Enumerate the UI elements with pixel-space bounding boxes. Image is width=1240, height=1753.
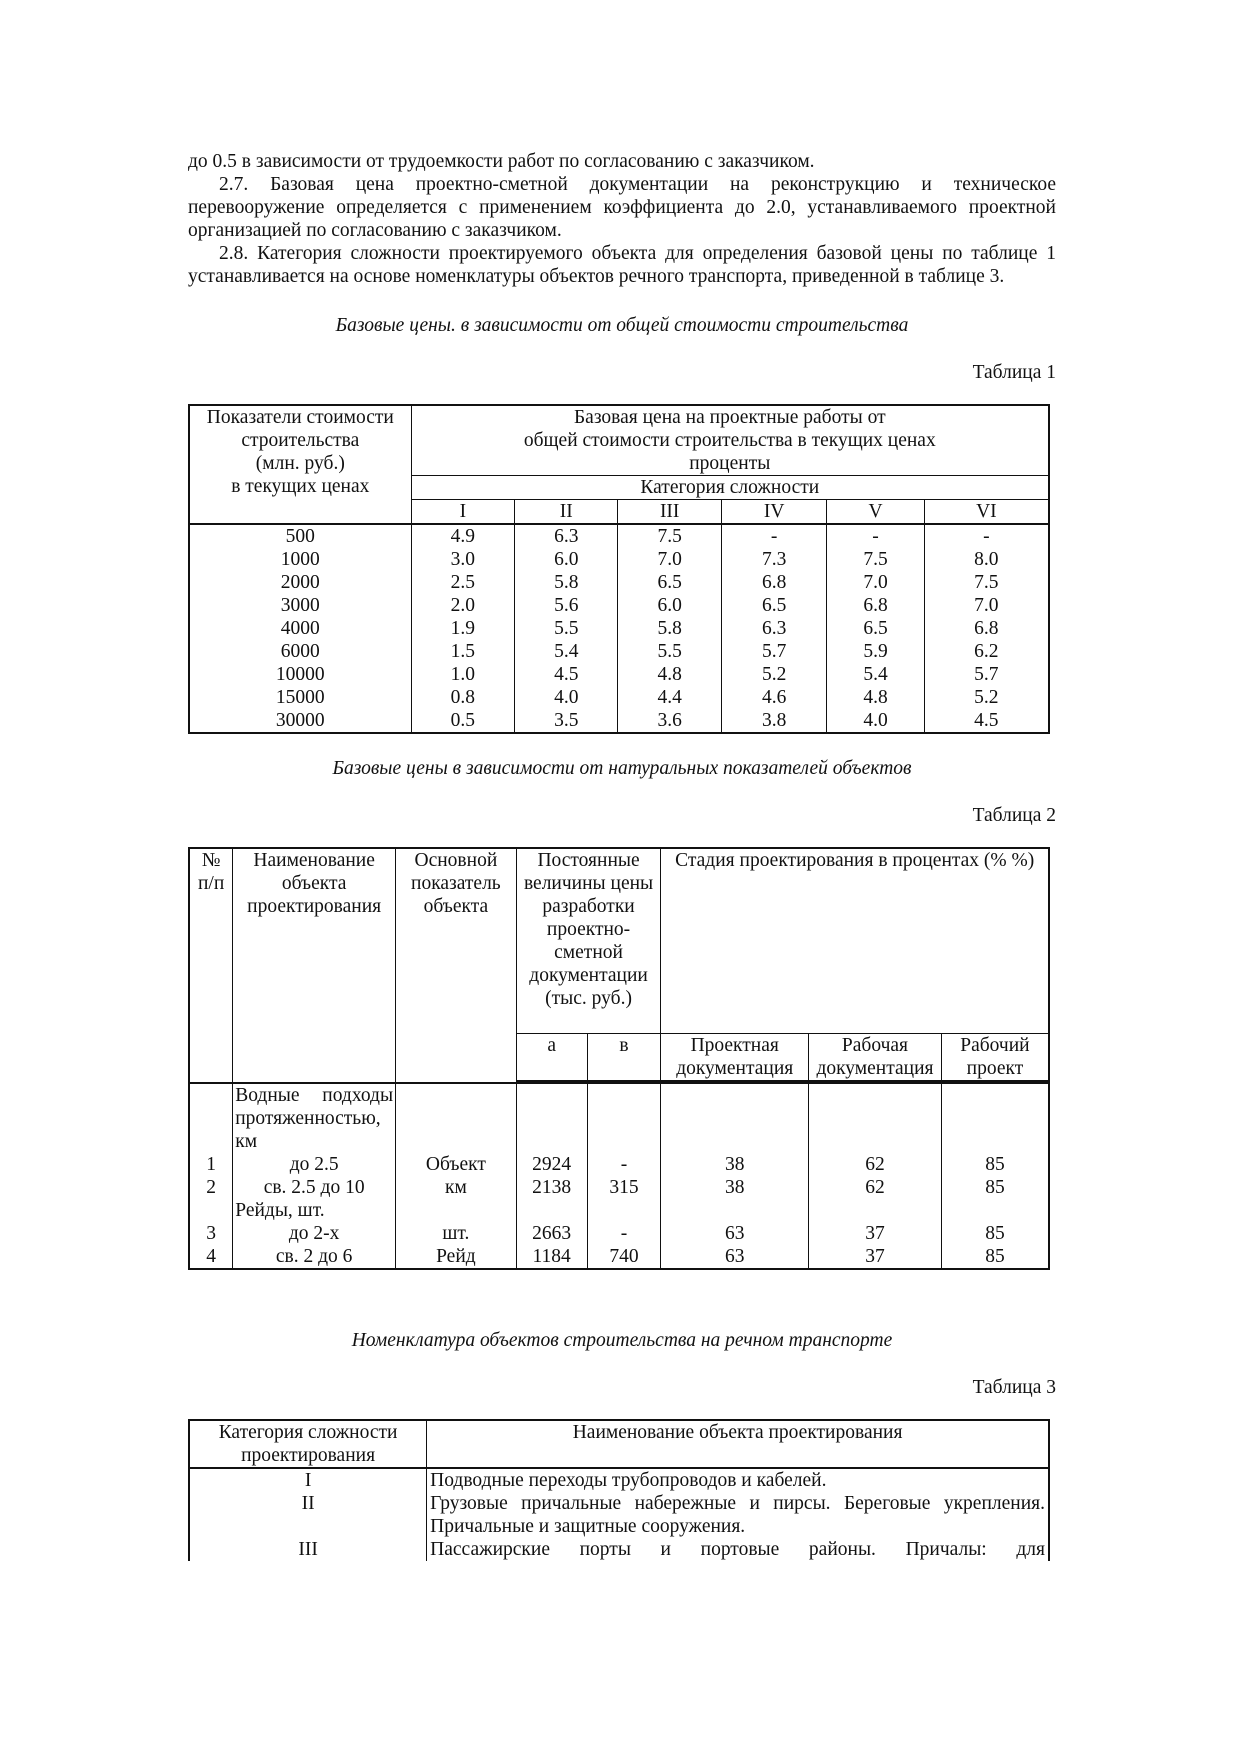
table2-cell-a: 2924 [516, 1153, 587, 1176]
table-row [189, 524, 1049, 548]
table3-header-category: Категория сложности проектирования [189, 1420, 427, 1468]
table2-cell-name: св. 2.5 до 10 [233, 1176, 396, 1199]
table2-header-work-project: Рабочий проект [941, 1034, 1049, 1082]
table2-cell-p3: 85 [941, 1153, 1049, 1176]
table2-cell-p1: 38 [661, 1153, 809, 1176]
table1-value-cell: - [827, 524, 924, 548]
table1-value-cell: 5.2 [924, 686, 1049, 709]
table1-category-5: V [827, 500, 924, 525]
table3-header-name: Наименование объекта проектирования [427, 1420, 1049, 1468]
table1-cost-cell: 3000 [280, 595, 320, 616]
table2-header-basic: Основной показатель объекта [396, 848, 517, 1081]
table1-category-1: I [411, 500, 514, 525]
table3-name-cell: Грузовые причальные набережные и пирсы. Береговые укрепления. Причальные и защитные сооружения. [427, 1492, 1049, 1538]
table1-value-cell: 0.5 [411, 709, 514, 733]
table1-value-cell: 4.5 [515, 663, 618, 686]
table1-value-cell: 5.5 [515, 617, 618, 640]
table-row [189, 1222, 1049, 1245]
table1-value-cell: 4.8 [827, 686, 924, 709]
table2-cell-a: 2138 [516, 1176, 587, 1199]
table2-cell-p1: 38 [661, 1176, 809, 1199]
table2-cell-n: 1 [206, 1154, 216, 1175]
paragraph-2-7: 2.7. Базовая цена проектно-сметной документации на реконструкцию и техническое перевооружение определяется с применением коэффициента до 2.0, устанавливаемого проектной организацией по согласованию с заказчиком. [188, 174, 1056, 241]
table3-category-cell: I [304, 1470, 312, 1491]
table1-value-cell: 8.0 [924, 548, 1049, 571]
table1-value-cell: - [924, 524, 1049, 548]
table1-value-cell: 7.5 [924, 571, 1049, 594]
table3-category-cell: II [301, 1493, 315, 1514]
intro-line: до 0.5 в зависимости от трудоемкости работ по согласованию с заказчиком. [188, 151, 815, 172]
table-row [189, 1538, 1049, 1561]
table3-name-cell: Пассажирские порты и портовые районы. Причалы: для [427, 1538, 1049, 1561]
table2-cell-basic: км [396, 1176, 517, 1199]
table2-cell-p2: 62 [809, 1153, 942, 1176]
table2-cell-p2: 62 [809, 1176, 942, 1199]
table3-number: Таблица 3 [972, 1377, 1056, 1398]
table1-value-cell: 6.8 [924, 617, 1049, 640]
table1-value-cell: 4.6 [721, 686, 826, 709]
table2-cell-p3: 85 [941, 1245, 1049, 1269]
table1-header-main: Базовая цена на проектные работы от общей стоимости строительства в текущих ценах проценты [411, 405, 1049, 476]
table1-value-cell: 5.7 [721, 640, 826, 663]
table1-cost-cell: 4000 [280, 618, 320, 639]
table1-value-cell: 1.0 [411, 663, 514, 686]
table1-value-cell: 4.9 [411, 524, 514, 548]
table1-cost-cell: 500 [285, 526, 315, 547]
table-row [189, 1468, 1049, 1492]
table1-value-cell: 4.4 [618, 686, 721, 709]
table1-value-cell: 1.5 [411, 640, 514, 663]
table2 [188, 847, 1050, 1270]
table-row [189, 1153, 1049, 1176]
table1-value-cell: 7.3 [721, 548, 826, 571]
table-row [189, 640, 1049, 663]
table1-category-3: III [618, 500, 721, 525]
table3-name-cell: Подводные переходы трубопроводов и кабелей. [427, 1468, 1049, 1492]
table2-caption: Базовые цены в зависимости от натуральных показателей объектов [332, 758, 912, 779]
table-row [189, 617, 1049, 640]
table1-cost-cell: 30000 [275, 710, 325, 731]
table1-value-cell: 3.0 [411, 548, 514, 571]
table2-cell-p1: 63 [661, 1222, 809, 1245]
table1-value-cell: 5.5 [618, 640, 721, 663]
table1-value-cell: 6.8 [721, 571, 826, 594]
table1-value-cell: 6.3 [515, 524, 618, 548]
table-row [189, 1492, 1049, 1538]
table1-value-cell: 4.5 [924, 709, 1049, 733]
table1-category-2: II [515, 500, 618, 525]
table2-cell-basic: Рейд [396, 1245, 517, 1269]
table1-value-cell: 2.5 [411, 571, 514, 594]
table1-value-cell: 6.3 [721, 617, 826, 640]
table1-value-cell: 6.5 [827, 617, 924, 640]
table1-value-cell: 5.8 [515, 571, 618, 594]
table2-cell-p2: 37 [809, 1222, 942, 1245]
table1-value-cell: 6.2 [924, 640, 1049, 663]
table2-cell-n: 2 [206, 1177, 216, 1198]
table2-cell-a: 2663 [516, 1222, 587, 1245]
table-row [189, 709, 1049, 733]
table1-value-cell: 5.8 [618, 617, 721, 640]
table1-value-cell: 6.8 [827, 594, 924, 617]
table1-value-cell: 7.5 [618, 524, 721, 548]
table2-cell-basic: Объект [396, 1153, 517, 1176]
table1-category-label: Категория сложности [411, 476, 1049, 500]
table1-value-cell: 6.0 [618, 594, 721, 617]
table1-value-cell: 7.0 [618, 548, 721, 571]
table2-cell-p2: 37 [809, 1245, 942, 1269]
table1-value-cell: 5.2 [721, 663, 826, 686]
table-row [189, 571, 1049, 594]
table2-cell-v: 740 [587, 1245, 661, 1269]
table1-value-cell: 5.4 [515, 640, 618, 663]
table2-header-const: Постоянные величины цены разработки проектно-сметной документации (тыс. руб.) [516, 848, 661, 1034]
table2-header-work-doc: Рабочая документация [809, 1034, 942, 1082]
table-row [189, 548, 1049, 571]
table1-value-cell: 5.7 [924, 663, 1049, 686]
table2-cell-name: св. 2 до 6 [233, 1245, 396, 1269]
table2-header-project-doc: Проектная документация [661, 1034, 809, 1082]
table2-number: Таблица 2 [972, 805, 1056, 826]
table2-header-name: Наименование объекта проектирования [233, 848, 396, 1081]
table1-value-cell: 5.9 [827, 640, 924, 663]
table1-header-cost: Показатели стоимости строительства (млн. руб.) в текущих ценах [189, 405, 411, 524]
table2-cell-p3: 85 [941, 1176, 1049, 1199]
table1-value-cell: 4.0 [827, 709, 924, 733]
table2-cell-name: до 2.5 [233, 1153, 396, 1176]
table1 [188, 404, 1050, 734]
table2-cell-name: до 2-х [233, 1222, 396, 1245]
table1-cost-cell: 10000 [275, 664, 325, 685]
table1-value-cell: 5.4 [827, 663, 924, 686]
table2-cell-v: - [587, 1153, 661, 1176]
table1-value-cell: 4.8 [618, 663, 721, 686]
table2-header-number: № п/п [197, 850, 225, 894]
table1-caption: Базовые цены. в зависимости от общей стоимости строительства [335, 315, 909, 336]
table1-cost-cell: 15000 [275, 687, 325, 708]
table1-value-cell: 6.5 [618, 571, 721, 594]
table1-cost-cell: 6000 [280, 641, 320, 662]
table1-value-cell: 4.0 [515, 686, 618, 709]
table1-value-cell: 6.0 [515, 548, 618, 571]
table2-cell-basic: шт. [396, 1222, 517, 1245]
table2-cell-v: 315 [587, 1176, 661, 1199]
table1-value-cell: 3.5 [515, 709, 618, 733]
table1-value-cell: - [721, 524, 826, 548]
table2-cell-p3: 85 [941, 1222, 1049, 1245]
table3-category-cell: III [298, 1539, 318, 1560]
table2-cell-p1: 63 [661, 1245, 809, 1269]
table1-number: Таблица 1 [972, 362, 1056, 383]
table1-value-cell: 3.6 [618, 709, 721, 733]
table-row [189, 1245, 1049, 1269]
table1-cost-cell: 1000 [280, 549, 320, 570]
table2-cell-v: - [587, 1222, 661, 1245]
table-row [189, 686, 1049, 709]
paragraph-2-8: 2.8. Категория сложности проектируемого объекта для определения базовой цены по таблице 1 устанавливается на основе номенклатуры объектов речного транспорта, приведенной в таблице 3. [188, 243, 1056, 287]
table1-value-cell: 2.0 [411, 594, 514, 617]
table2-header-a: а [516, 1034, 587, 1082]
table1-value-cell: 7.5 [827, 548, 924, 571]
table1-value-cell: 0.8 [411, 686, 514, 709]
table2-group-label: Водные подходы протяженностью, км [233, 1083, 396, 1153]
table2-group-roads [189, 1199, 1049, 1222]
table1-value-cell: 3.8 [721, 709, 826, 733]
table2-cell-n: 4 [206, 1246, 216, 1267]
table2-cell-a: 1184 [516, 1245, 587, 1269]
table1-value-cell: 1.9 [411, 617, 514, 640]
table2-group-water [189, 1083, 1049, 1153]
table3 [188, 1419, 1050, 1561]
table1-value-cell: 7.0 [924, 594, 1049, 617]
table2-header-v: в [587, 1034, 661, 1082]
table2-group-label: Рейды, шт. [233, 1199, 396, 1222]
table2-cell-n: 3 [206, 1223, 216, 1244]
table-row [189, 594, 1049, 617]
table1-cost-cell: 2000 [280, 572, 320, 593]
table-row [189, 1176, 1049, 1199]
table1-category-6: VI [924, 500, 1049, 525]
table3-caption: Номенклатура объектов строительства на речном транспорте [351, 1330, 893, 1351]
document-page [188, 150, 1056, 1561]
table1-value-cell: 7.0 [827, 571, 924, 594]
table2-header-stage: Стадия проектирования в процентах (% %) [661, 848, 1049, 1034]
table1-value-cell: 6.5 [721, 594, 826, 617]
table1-value-cell: 5.6 [515, 594, 618, 617]
table-row [189, 663, 1049, 686]
table1-category-4: IV [721, 500, 826, 525]
